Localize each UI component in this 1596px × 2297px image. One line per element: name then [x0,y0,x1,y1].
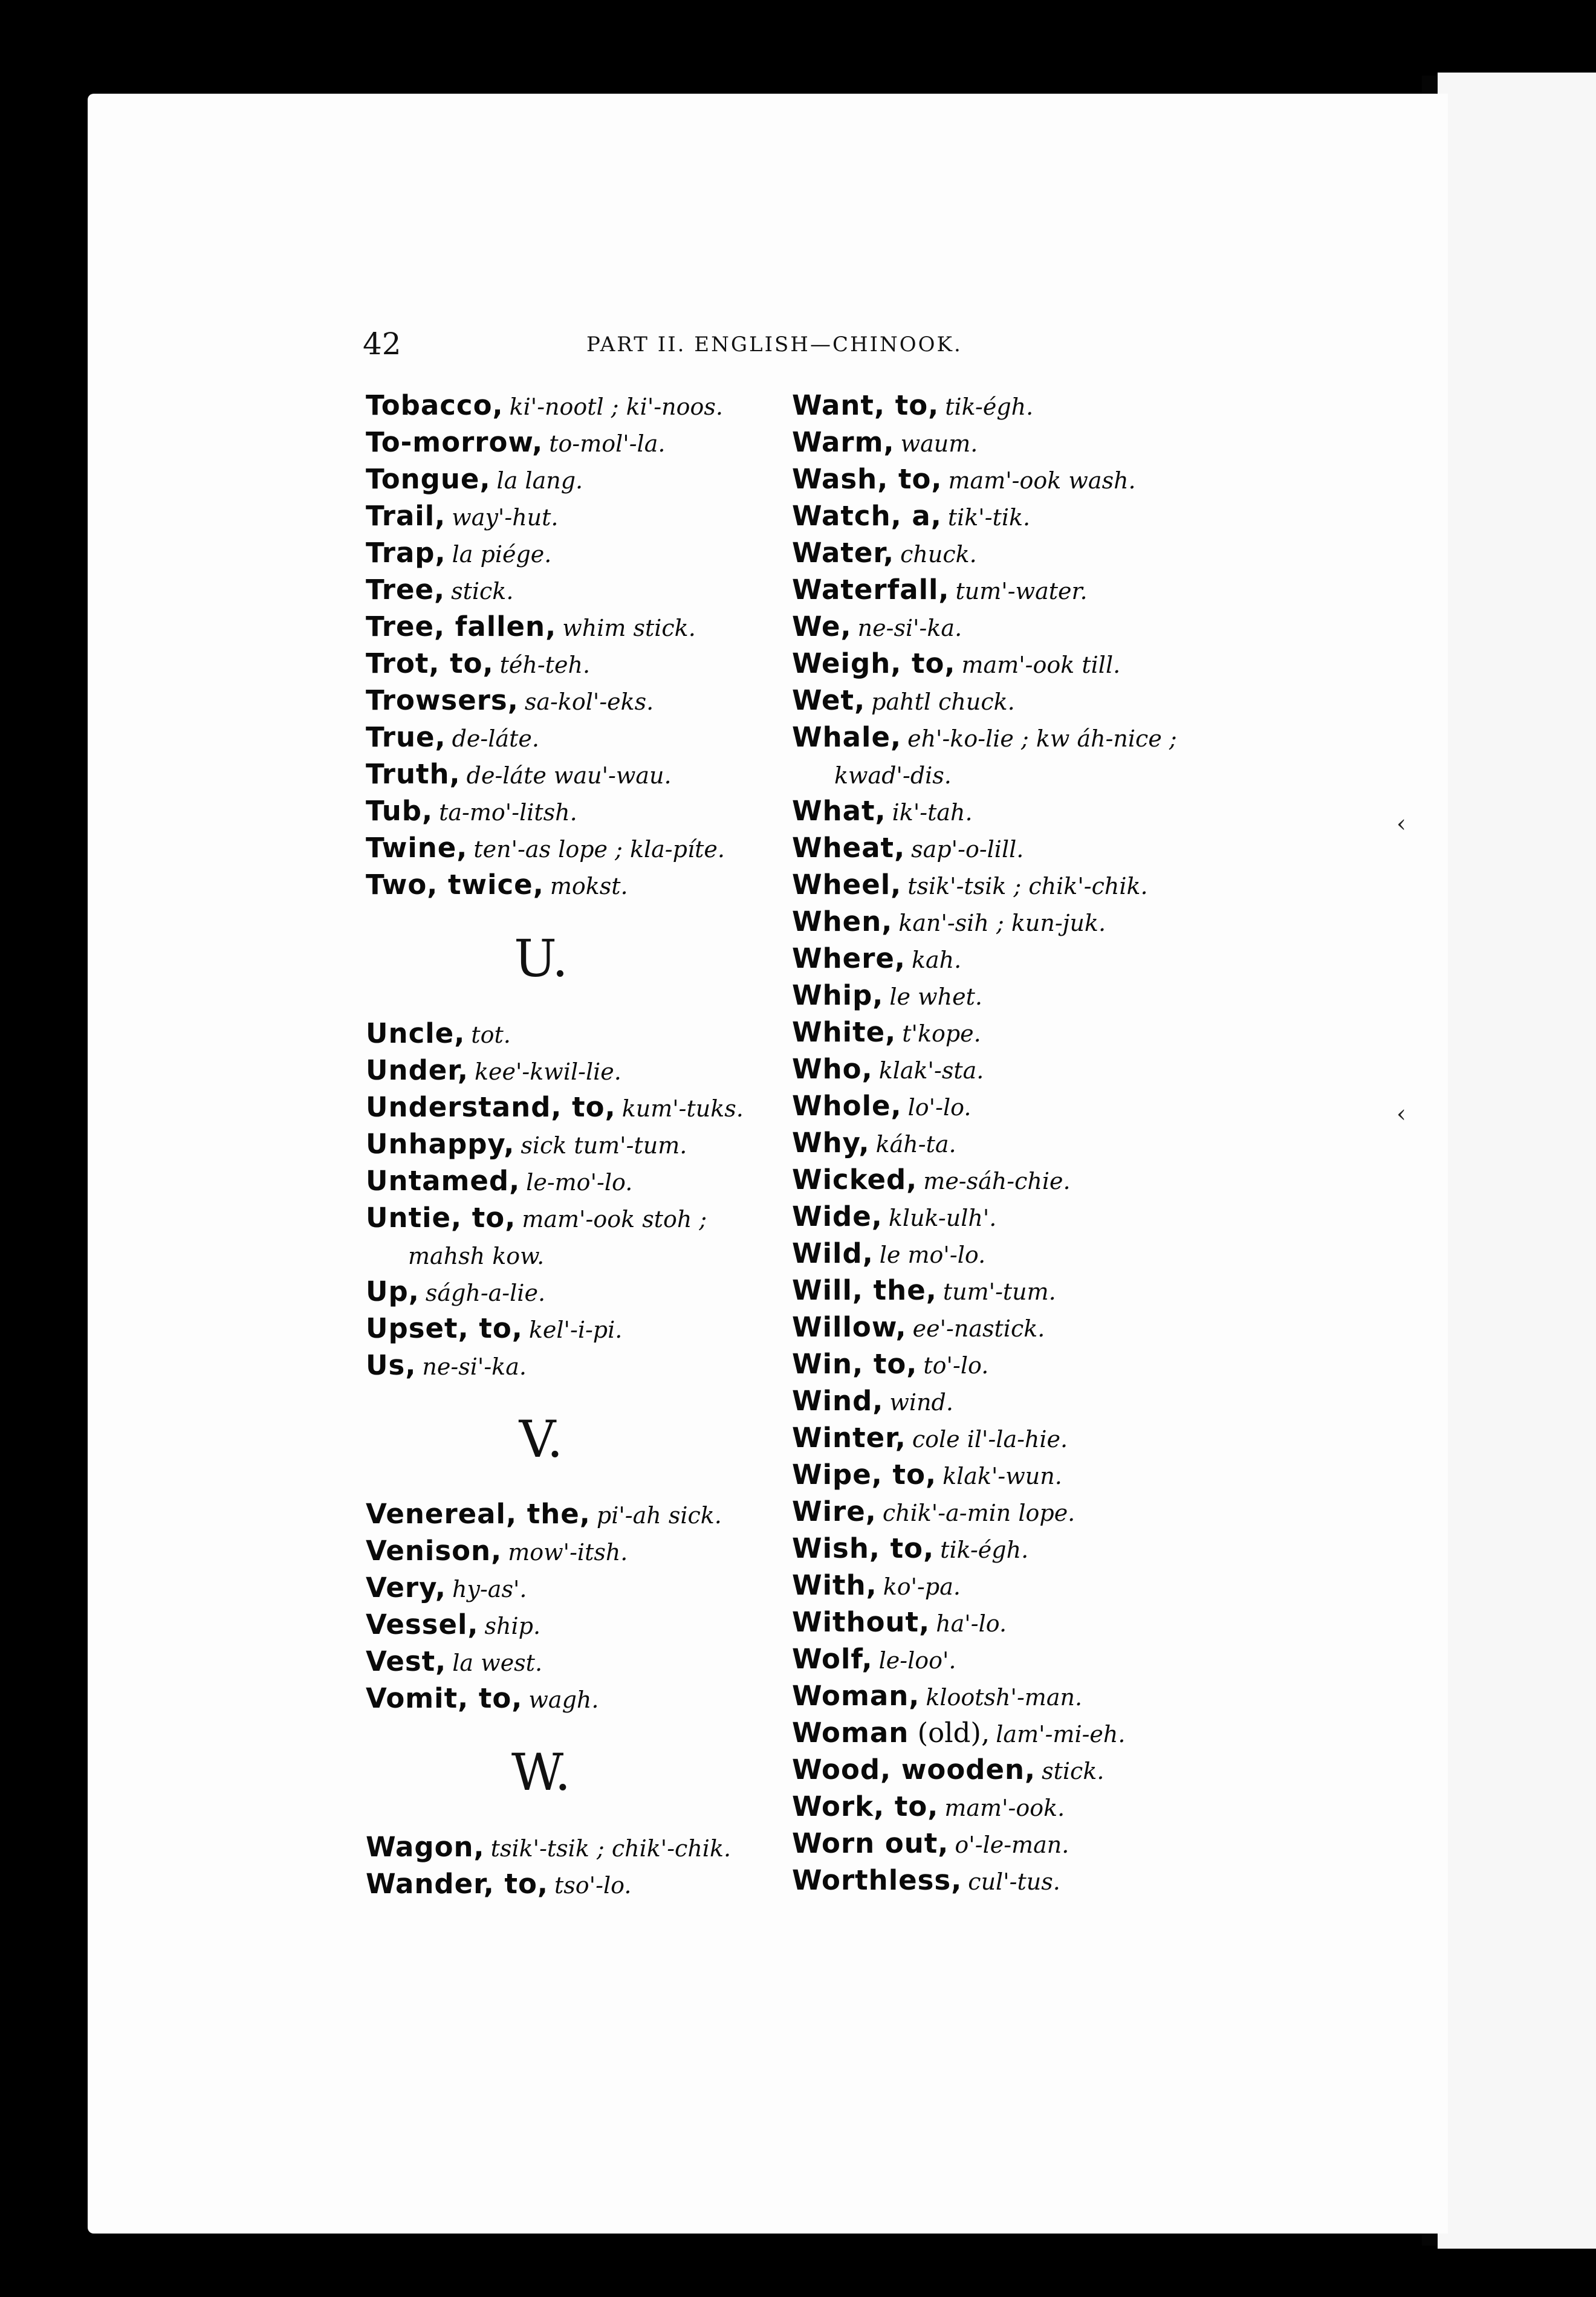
dictionary-entry [792,1530,1227,1567]
dictionary-entry [366,829,801,866]
headword: Untamed, [366,1165,521,1197]
page-header [363,326,994,363]
dictionary-entry [792,719,1227,756]
translation: stick. [451,578,514,604]
dictionary-entry [792,1788,1227,1825]
translation: me-sáh-chie. [923,1168,1071,1194]
headword: Understand, to, [366,1091,616,1123]
translation: wagh. [528,1686,599,1713]
translation: ik'-tah. [892,799,973,826]
translation: chik'-a-min lope. [882,1500,1075,1526]
translation: la piége. [452,541,552,568]
dictionary-entry [792,1862,1227,1899]
headword: Under, [366,1054,469,1086]
translation: mam'-ook. [944,1795,1065,1821]
headword: Tree, fallen, [366,611,557,643]
translation: stick. [1042,1758,1105,1784]
dictionary-entry [366,645,801,682]
headword: Where, [792,942,906,974]
headword: Wet, [792,684,866,716]
headword: Wash, to, [792,463,942,495]
headword: White, [792,1016,897,1048]
w-entries [366,1829,801,1902]
headword: Uncle, [366,1017,465,1049]
translation: mam'-ook stoh ; [522,1206,707,1233]
translation: sa-kol'-eks. [524,688,654,715]
headword: Wire, [792,1495,877,1528]
headword: When, [792,906,893,938]
headword: Who, [792,1053,873,1085]
translation: tsik'-tsik ; chik'-chik. [490,1835,731,1862]
headword-qualifier: (old), [917,1717,990,1749]
headword: Up, [366,1275,420,1307]
translation: tum'-water. [955,578,1088,604]
headword: Trowsers, [366,684,519,716]
dictionary-entry [792,1198,1227,1235]
dictionary-entry [366,424,801,461]
right-column [792,387,1227,1899]
dictionary-entry [792,608,1227,645]
translation: ta-mo'-litsh. [439,799,577,826]
dictionary-entry [366,1126,801,1162]
dictionary-entry [792,1382,1227,1419]
headword: Tobacco, [366,389,504,421]
translation: tik'-tik. [947,504,1031,531]
translation: mam'-ook till. [961,652,1121,678]
translation: kluk-ulh'. [888,1205,997,1231]
section-letter-u: U. [514,929,568,988]
translation: klak'-sta. [878,1057,984,1084]
translation: lo'-lo. [907,1094,972,1121]
headword: Win, to, [792,1348,918,1380]
running-head: PART II. ENGLISH—CHINOOK. [586,332,962,357]
dictionary-entry [792,1272,1227,1309]
translation: de-láte. [452,725,539,752]
headword: Work, to, [792,1790,939,1822]
dictionary-entry [792,1641,1227,1677]
translation: chuck. [900,541,977,568]
dictionary-entry [792,940,1227,977]
dictionary-entry [366,792,801,829]
headword: To-morrow, [366,426,543,458]
headword: Tree, [366,574,446,606]
translation: t'kope. [902,1020,981,1047]
headword: We, [792,611,852,643]
headword: Willow, [792,1311,907,1343]
dictionary-entry-continuation [792,756,1227,792]
headword: Tongue, [366,463,491,495]
headword: Very, [366,1572,447,1604]
dictionary-entry [366,1089,801,1126]
translation: de-láte wau'-wau. [466,762,672,789]
dictionary-entry [366,1052,801,1089]
dictionary-entry [792,1235,1227,1272]
headword: Winter, [792,1422,906,1454]
translation: tsik'-tsik ; chik'-chik. [907,873,1148,899]
translation: mahsh kow. [408,1243,545,1269]
translation: sap'-o-lill. [911,836,1024,863]
dictionary-entry [792,829,1227,866]
dictionary-entry [792,792,1227,829]
page-number: 42 [363,326,401,361]
translation: ship. [484,1613,541,1639]
dictionary-entry [792,1419,1227,1456]
headword: Worn out, [792,1827,949,1859]
headword: Trot, to, [366,647,494,679]
dictionary-entry [366,1199,801,1236]
headword: Wolf, [792,1643,873,1675]
translation: klak'-wun. [942,1463,1062,1489]
headword: Will, the, [792,1274,937,1306]
headword: Unhappy, [366,1128,515,1160]
dictionary-entry [366,1680,801,1717]
headword: Untie, to, [366,1202,516,1234]
dictionary-entry [792,497,1227,534]
dictionary-entry [792,1161,1227,1198]
headword: Upset, to, [366,1312,523,1344]
headword: Venison, [366,1535,502,1567]
dictionary-entry [366,866,801,903]
translation: eh'-ko-lie ; kw áh-nice ; [907,725,1177,752]
dictionary-entry [792,461,1227,497]
dictionary-entry [792,866,1227,903]
t-entries [366,387,801,903]
headword: Worthless, [792,1864,962,1896]
dictionary-entry-continuation [366,1236,801,1273]
translation: tso'-lo. [554,1872,632,1899]
dictionary-entry [366,534,801,571]
margin-mark: ‹ [1396,1100,1406,1128]
headword: Wild, [792,1237,874,1269]
dictionary-entry [792,571,1227,608]
translation: waum. [900,430,978,457]
dictionary-entry [366,1865,801,1902]
headword: Whole, [792,1090,902,1122]
headword: Two, twice, [366,869,544,901]
translation: le mo'-lo. [879,1242,986,1268]
headword: Wide, [792,1200,883,1233]
headword: Truth, [366,758,461,790]
translation: pi'-ah sick. [596,1502,722,1529]
dictionary-entry [366,1829,801,1865]
dictionary-entry [792,424,1227,461]
headword: Wicked, [792,1164,918,1196]
dictionary-entry [792,682,1227,719]
headword: Us, [366,1349,417,1381]
dictionary-entry [792,1346,1227,1382]
dictionary-entry [366,756,801,792]
translation: ha'-lo. [936,1610,1007,1637]
dictionary-entry [792,977,1227,1014]
translation: le-mo'-lo. [526,1169,633,1196]
translation: mam'-ook wash. [948,467,1136,494]
translation: kah. [912,947,962,973]
v-entries [366,1495,801,1717]
dictionary-entry [792,1604,1227,1641]
translation: kan'-sih ; kun-juk. [898,910,1106,936]
translation: la west. [452,1650,543,1676]
headword: Without, [792,1606,930,1638]
dictionary-entry [366,1495,801,1532]
translation: to-mol'-la. [549,430,666,457]
headword: Twine, [366,832,468,864]
translation: lam'-mi-eh. [996,1721,1126,1748]
dictionary-entry [792,1456,1227,1493]
headword: Water, [792,537,895,569]
translation: way'-hut. [452,504,559,531]
headword: Vomit, to, [366,1682,523,1714]
headword: Why, [792,1127,870,1159]
translation: kel'-i-pi. [528,1317,623,1343]
translation: téh-teh. [499,652,591,678]
translation: ne-si'-ka. [422,1353,527,1380]
section-letter-w: W. [511,1743,571,1802]
headword: Wheat, [792,832,906,864]
translation: tum'-tum. [942,1278,1056,1305]
headword: What, [792,795,886,827]
dictionary-entry [366,719,801,756]
translation: cole il'-la-hie. [912,1426,1068,1453]
headword: Tub, [366,795,433,827]
dictionary-entry [792,1677,1227,1714]
translation: kee'-kwil-lie. [474,1058,621,1085]
translation: tik-égh. [940,1537,1029,1563]
translation: tot. [471,1022,511,1048]
u-entries [366,1015,801,1384]
dictionary-entry [366,682,801,719]
dictionary-entry [366,1606,801,1643]
headword: Wheel, [792,869,902,901]
dictionary-entry [366,571,801,608]
dictionary-entry [366,1273,801,1310]
translation: ságh-a-lie. [425,1280,546,1306]
translation: kum'-tuks. [621,1095,744,1122]
translation: le whet. [889,983,982,1010]
translation: ki'-nootl ; ki'-noos. [509,394,723,420]
headword: Wagon, [366,1831,485,1863]
dictionary-entry [792,1124,1227,1161]
headword: Wind, [792,1385,884,1417]
translation: cul'-tus. [968,1868,1060,1895]
headword: Weigh, to, [792,647,956,679]
dictionary-entry [366,1347,801,1384]
translation: la lang. [496,467,583,494]
translation: mow'-itsh. [508,1539,628,1566]
translation: káh-ta. [875,1131,956,1158]
translation: tik-égh. [945,394,1034,420]
dictionary-entry [792,1309,1227,1346]
section-letter-v: V. [519,1410,563,1469]
dictionary-entry [792,534,1227,571]
dictionary-entry [792,1493,1227,1530]
dictionary-entry [792,1014,1227,1051]
dictionary-entry [366,387,801,424]
headword: Venereal, the, [366,1498,591,1530]
translation: ko'-pa. [883,1573,961,1600]
headword: Watch, a, [792,500,942,532]
dictionary-entry [792,1051,1227,1087]
headword: Wish, to, [792,1532,935,1564]
dictionary-entry [366,608,801,645]
translation: hy-as'. [452,1576,527,1602]
dictionary-entry [792,387,1227,424]
headword: True, [366,721,446,753]
translation: sick tum'-tum. [521,1132,687,1159]
translation: pahtl chuck. [871,688,1015,715]
dictionary-entry [366,1310,801,1347]
headword: Wipe, to, [792,1459,937,1491]
dictionary-entry [366,1015,801,1052]
translation: whim stick. [562,615,696,641]
left-column [366,387,801,1902]
translation: klootsh'-man. [926,1684,1083,1711]
dictionary-entry [366,1532,801,1569]
headword: Whale, [792,721,902,753]
headword: Wood, wooden, [792,1754,1036,1786]
translation: wind. [889,1389,953,1416]
dictionary-entry [792,1751,1227,1788]
dictionary-entry [792,645,1227,682]
headword: Vest, [366,1645,447,1677]
headword: Vessel, [366,1609,479,1641]
translation: ten'-as lope ; kla-píte. [473,836,725,863]
translation: mokst. [550,873,628,899]
dictionary-entry [366,1643,801,1680]
headword: Waterfall, [792,574,950,606]
translation: o'-le-man. [955,1832,1069,1858]
headword: Trail, [366,500,446,532]
translation: to'-lo. [923,1352,989,1379]
dictionary-entry [366,497,801,534]
translation: le-loo'. [878,1647,956,1674]
dictionary-entry [366,1569,801,1606]
headword: Trap, [366,537,446,569]
headword: Want, to, [792,389,939,421]
dictionary-entry [792,903,1227,940]
translation: kwad'-dis. [834,762,952,789]
headword: With, [792,1569,877,1601]
margin-mark: ‹ [1396,810,1406,838]
headword: Woman [792,1717,909,1749]
dictionary-entry [366,461,801,497]
headword: Warm, [792,426,895,458]
dictionary-entry [792,1087,1227,1124]
dictionary-entry [792,1714,1227,1751]
facing-page-edge [1438,73,1596,2249]
dictionary-entry [366,1162,801,1199]
headword: Wander, to, [366,1868,549,1900]
translation: ee'-nastick. [912,1315,1045,1342]
headword: Woman, [792,1680,920,1712]
headword: Whip, [792,979,884,1011]
dictionary-entry [792,1825,1227,1862]
dictionary-entry [792,1567,1227,1604]
translation: ne-si'-ka. [857,615,962,641]
